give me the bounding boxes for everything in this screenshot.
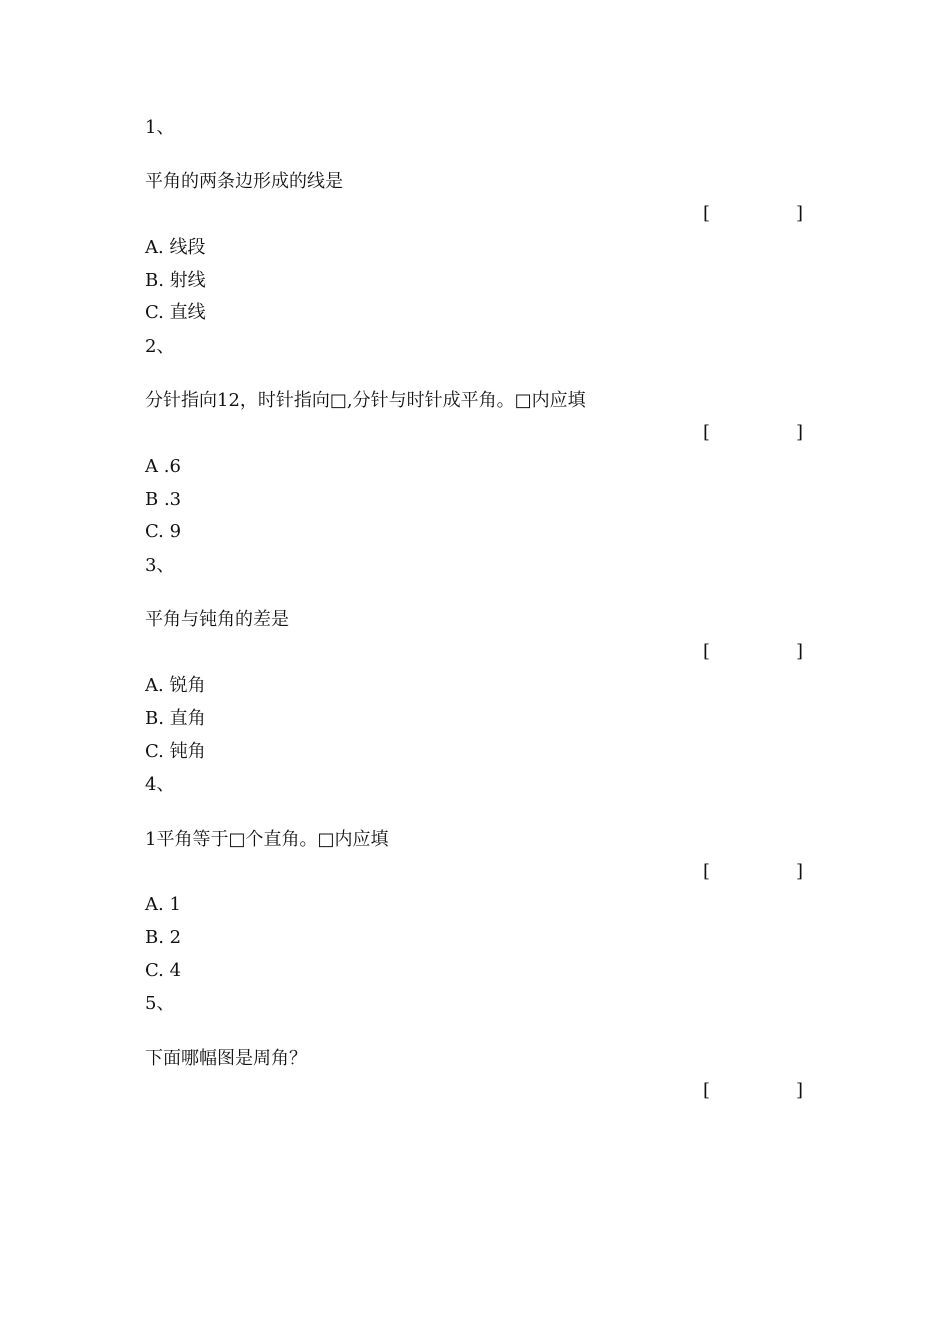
question-1-option-b: B. 射线 bbox=[145, 270, 206, 291]
question-2-answer-bracket-open: [ bbox=[703, 422, 711, 443]
question-4-option-c: C. 4 bbox=[145, 960, 182, 981]
question-4-number: 4、 bbox=[145, 774, 175, 795]
question-2-stem: 分针指向12，时针指向□,分针与时针成平角。□内应填 bbox=[145, 390, 586, 411]
question-4-answer-bracket-close: ] bbox=[796, 861, 804, 882]
question-1-number: 1、 bbox=[145, 117, 175, 138]
question-1-answer-bracket-close: ] bbox=[796, 203, 804, 224]
question-5-answer-bracket-close: ] bbox=[796, 1080, 804, 1101]
question-2-option-a: A .6 bbox=[145, 456, 181, 477]
question-5-answer-bracket-open: [ bbox=[703, 1080, 711, 1101]
question-3-option-c: C. 钝角 bbox=[145, 741, 206, 762]
question-3-option-a: A. 锐角 bbox=[145, 675, 206, 696]
question-3-number: 3、 bbox=[145, 555, 175, 576]
question-3-option-b: B. 直角 bbox=[145, 708, 206, 729]
question-2-number: 2、 bbox=[145, 336, 175, 357]
question-5-stem: 下面哪幅图是周角？ bbox=[145, 1048, 307, 1069]
question-1-option-c: C. 直线 bbox=[145, 302, 206, 323]
question-2-answer-bracket-close: ] bbox=[796, 422, 804, 443]
question-2-option-c: C. 9 bbox=[145, 521, 182, 542]
question-3-answer-bracket-open: [ bbox=[703, 641, 711, 662]
question-3-answer-bracket-close: ] bbox=[796, 641, 804, 662]
question-4-option-b: B. 2 bbox=[145, 927, 182, 948]
question-1-option-a: A. 线段 bbox=[145, 237, 206, 258]
question-5-number: 5、 bbox=[145, 993, 175, 1014]
question-4-answer-bracket-open: [ bbox=[703, 861, 711, 882]
question-1-answer-bracket-open: [ bbox=[703, 203, 711, 224]
question-2-option-b: B .3 bbox=[145, 489, 182, 510]
question-4-option-a: A. 1 bbox=[145, 894, 181, 915]
question-1-stem: 平角的两条边形成的线是 bbox=[145, 171, 343, 192]
question-3-stem: 平角与钝角的差是 bbox=[145, 609, 289, 630]
question-4-stem: 1平角等于□个直角。□内应填 bbox=[145, 829, 389, 850]
